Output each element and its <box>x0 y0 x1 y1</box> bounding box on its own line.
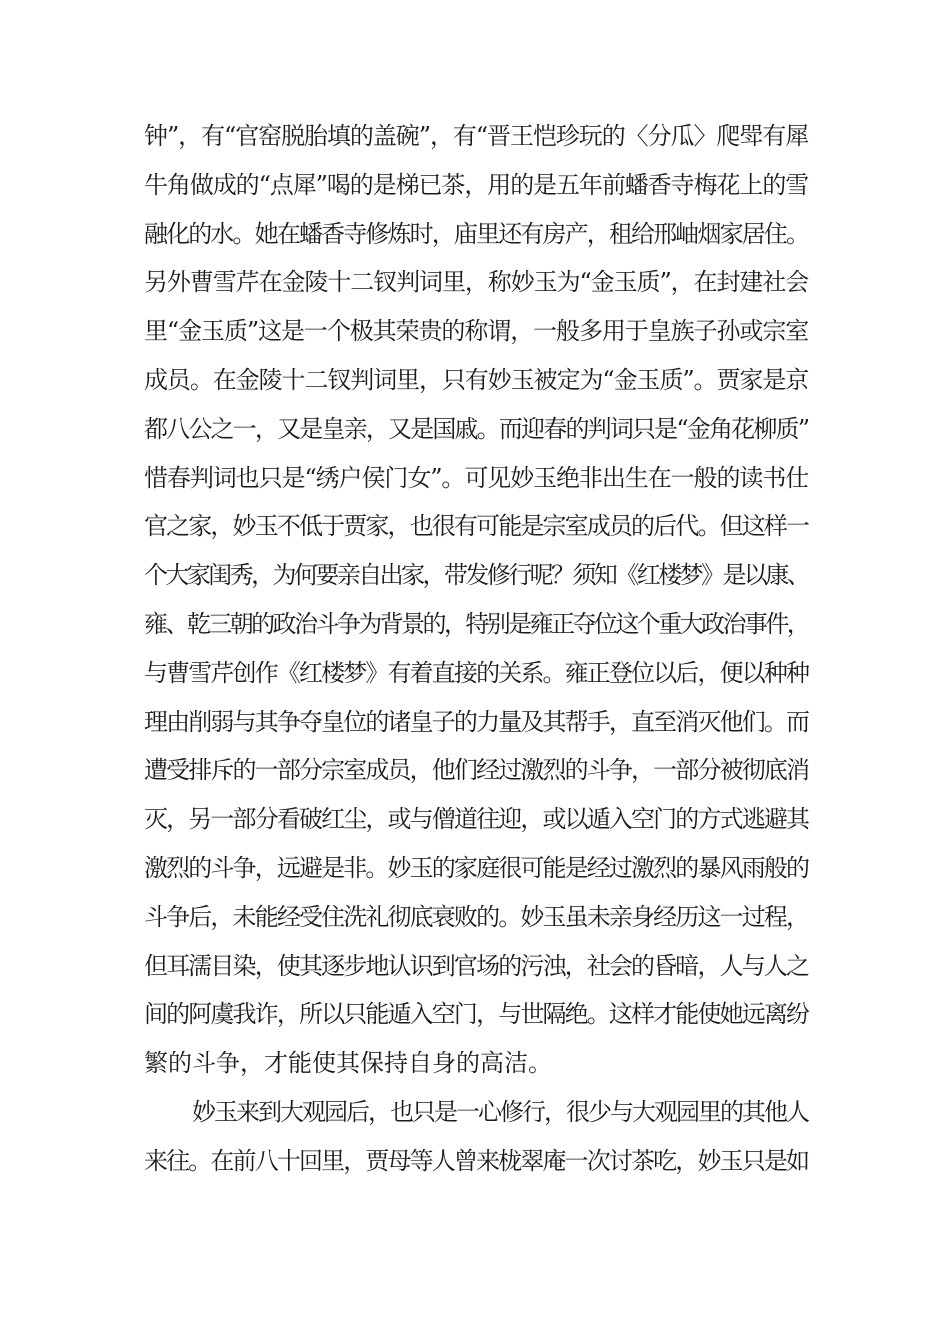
text-line: 遭受排斥的一部分宗室成员，他们经过激烈的斗争，一部分被彻底消 <box>144 756 808 785</box>
text-line: 间的阿虞我诈，所以只能遁入空门，与世隔绝。这样才能使她远离纷 <box>144 1000 808 1029</box>
body-text <box>144 112 808 1186</box>
text-line: 繁的斗争，才能使其保持自身的高洁。 <box>144 1049 552 1078</box>
text-line: 成员。在金陵十二钗判词里，只有妙玉被定为“金玉质”。贾家是京 <box>144 365 808 394</box>
text-line: 来往。在前八十回里，贾母等人曾来栊翠庵一次讨茶吃，妙玉只是如 <box>144 1146 808 1175</box>
text-line: 里“金玉质”这是一个极其荣贵的称谓，一般多用于皇族子孙或宗室 <box>144 317 808 346</box>
paragraph-2 <box>144 1088 808 1186</box>
text-line: 斗争后，未能经受住洗礼彻底衰败的。妙玉虽未亲身经历这一过程， <box>144 902 808 931</box>
text-line: 钟”，有“官窑脱胎填的盖碗”，有“晋王恺珍玩的〈分瓜〉爬斝有犀 <box>144 122 808 150</box>
text-line: 激烈的斗争，远避是非。妙玉的家庭很可能是经过激烈的暴风雨般的 <box>144 853 808 882</box>
text-line: 另外曹雪芹在金陵十二钗判词里，称妙玉为“金玉质”，在封建社会 <box>144 268 808 297</box>
text-line: 牛角做成的“点犀”喝的是梯已茶，用的是五年前蟠香寺梅花上的雪 <box>144 170 808 199</box>
text-line: 妙玉来到大观园后，也只是一心修行，很少与大观园里的其他人 <box>192 1097 808 1126</box>
text-line: 但耳濡目染，使其逐步地认识到官场的污浊，社会的昏暗，人与人之 <box>144 951 808 980</box>
text-line: 理由削弱与其争夺皇位的诸皇子的力量及其帮手，直至消灭他们。而 <box>144 707 808 736</box>
text-line: 官之家，妙玉不低于贾家，也很有可能是宗室成员的后代。但这样一 <box>144 512 808 541</box>
text-line: 灭，另一部分看破红尘，或与僧道往迎，或以遁入空门的方式逃避其 <box>144 805 808 834</box>
text-line: 融化的水。她在蟠香寺修炼时，庙里还有房产，租给邢岫烟家居住。 <box>144 219 808 248</box>
paragraph-1 <box>144 112 808 1088</box>
text-line: 雍、乾三朝的政治斗争为背景的，特别是雍正夺位这个重大政治事件， <box>144 609 808 638</box>
text-line: 与曹雪芹创作《红楼梦》有着直接的关系。雍正登位以后，便以种种 <box>144 658 808 687</box>
text-line: 惜春判词也只是“绣户侯门女”。可见妙玉绝非出生在一般的读书仕 <box>144 463 808 492</box>
text-line: 个大家闺秀，为何要亲自出家，带发修行呢？须知《红楼梦》是以康、 <box>144 561 808 590</box>
text-line: 都八公之一，又是皇亲，又是国戚。而迎春的判词只是“金角花柳质” <box>144 414 808 443</box>
